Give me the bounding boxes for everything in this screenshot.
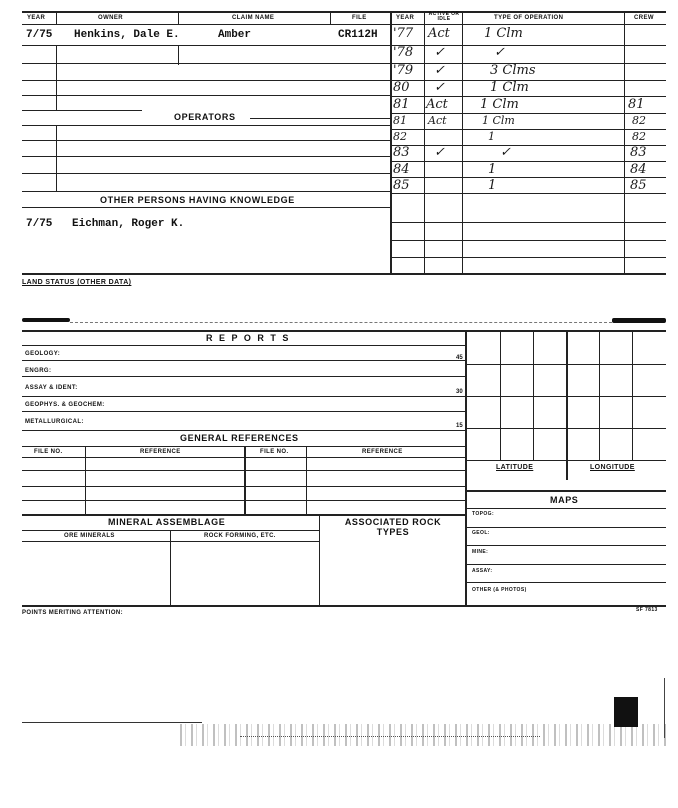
scan-dark-mark [614,697,638,727]
op-type-8: ✓ [500,145,511,160]
op-type-3: 3 Clms [490,63,536,78]
form-code: SF 7813 [636,607,658,613]
op-year-5: 81 [393,97,410,112]
mineral-assemblage-title: MINERAL ASSEMBLAGE [108,517,226,527]
op-type-2: ✓ [494,45,505,60]
op-status-1: Act [428,26,450,41]
op-year-10: 85 [393,178,410,193]
op-status-6: Act [428,114,447,127]
op-type-9: 1 [488,162,497,177]
maps-topog-label: TOPOG: [472,511,495,517]
assay-ident-label: ASSAY & IDENT: [25,385,78,391]
op-status-8: ✓ [434,145,445,160]
op-status-2: ✓ [434,45,445,60]
year-column-header: YEAR [27,15,46,21]
file-no-header-left: FILE NO. [34,449,63,455]
active-idle-column-header: ACTIVE OR IDLE [428,11,460,22]
margin-number-45: 45 [456,355,463,361]
op-year-8: 83 [393,145,410,160]
op-year-1: '77 [393,26,414,41]
op-status-5: Act [426,97,448,112]
longitude-label: LONGITUDE [590,464,635,471]
maps-geol-label: GEOL: [472,530,490,536]
type-of-operation-column-header: TYPE OF OPERATION [494,15,564,21]
latitude-label: LATITUDE [496,464,534,471]
op-crew-5: 81 [628,97,645,112]
op-type-5: 1 Clm [480,97,519,112]
geology-label: GEOLOGY: [25,351,61,357]
op-year-4: 80 [393,80,410,95]
land-status-label: LAND STATUS (OTHER DATA) [22,279,132,286]
op-year-7: 82 [393,130,407,143]
associated-rock-types-title: ASSOCIATED ROCK TYPES [344,517,442,537]
maps-title: MAPS [550,495,579,505]
crew-column-header: CREW [634,15,654,21]
maps-mine-label: MINE: [472,549,489,555]
metallurgical-label: METALLURGICAL: [25,419,84,425]
op-type-6: 1 Clm [482,114,515,127]
maps-other-label: OTHER (& PHOTOS) [472,587,527,593]
op-status-3: ✓ [434,63,445,78]
reference-header-left: REFERENCE [140,449,181,455]
operators-section-title: OPERATORS [174,112,236,122]
op-year-9: 84 [393,162,410,177]
points-meriting-attention-label: POINTS MERITING ATTENTION: [22,610,124,616]
op-type-7: 1 [488,130,495,143]
general-references-title: GENERAL REFERENCES [180,433,299,443]
other-person-year: 7/75 [26,218,53,230]
scan-noise-band [180,724,666,746]
file-number: CR112H [338,29,378,41]
reports-section-title: R E P O R T S [206,333,291,343]
op-status-4: ✓ [434,80,445,95]
op-crew-8: 83 [630,145,647,160]
op-crew-9: 84 [630,162,647,177]
op-type-10: 1 [488,178,497,193]
other-persons-section-title: OTHER PERSONS HAVING KNOWLEDGE [100,195,295,205]
operation-year-column-header: YEAR [396,15,415,21]
op-crew-10: 85 [630,178,647,193]
margin-number-30: 30 [456,389,463,395]
owner-name: Henkins, Dale E. [74,29,180,41]
rock-forming-header: ROCK FORMING, ETC. [204,533,276,539]
claim-name-column-header: CLAIM NAME [232,15,275,21]
op-crew-6: 82 [632,114,646,127]
op-type-1: 1 Clm [484,26,523,41]
file-column-header: FILE [352,15,367,21]
owner-year: 7/75 [26,29,53,41]
margin-number-15: 15 [456,423,463,429]
reference-header-right: REFERENCE [362,449,403,455]
op-type-4: 1 Clm [490,80,529,95]
op-year-2: '78 [393,45,414,60]
claim-name: Amber [218,29,252,41]
geophys-geochem-label: GEOPHYS. & GEOCHEM: [25,402,105,408]
op-year-6: 81 [393,114,407,127]
engrg-label: ENGRG: [25,368,52,374]
other-person-name: Eichman, Roger K. [72,218,185,230]
op-year-3: '79 [393,63,414,78]
ore-minerals-header: ORE MINERALS [64,533,115,539]
maps-assay-label: ASSAY: [472,568,493,574]
owner-column-header: OWNER [98,15,123,21]
op-crew-7: 82 [632,130,646,143]
file-no-header-right: FILE NO. [260,449,289,455]
